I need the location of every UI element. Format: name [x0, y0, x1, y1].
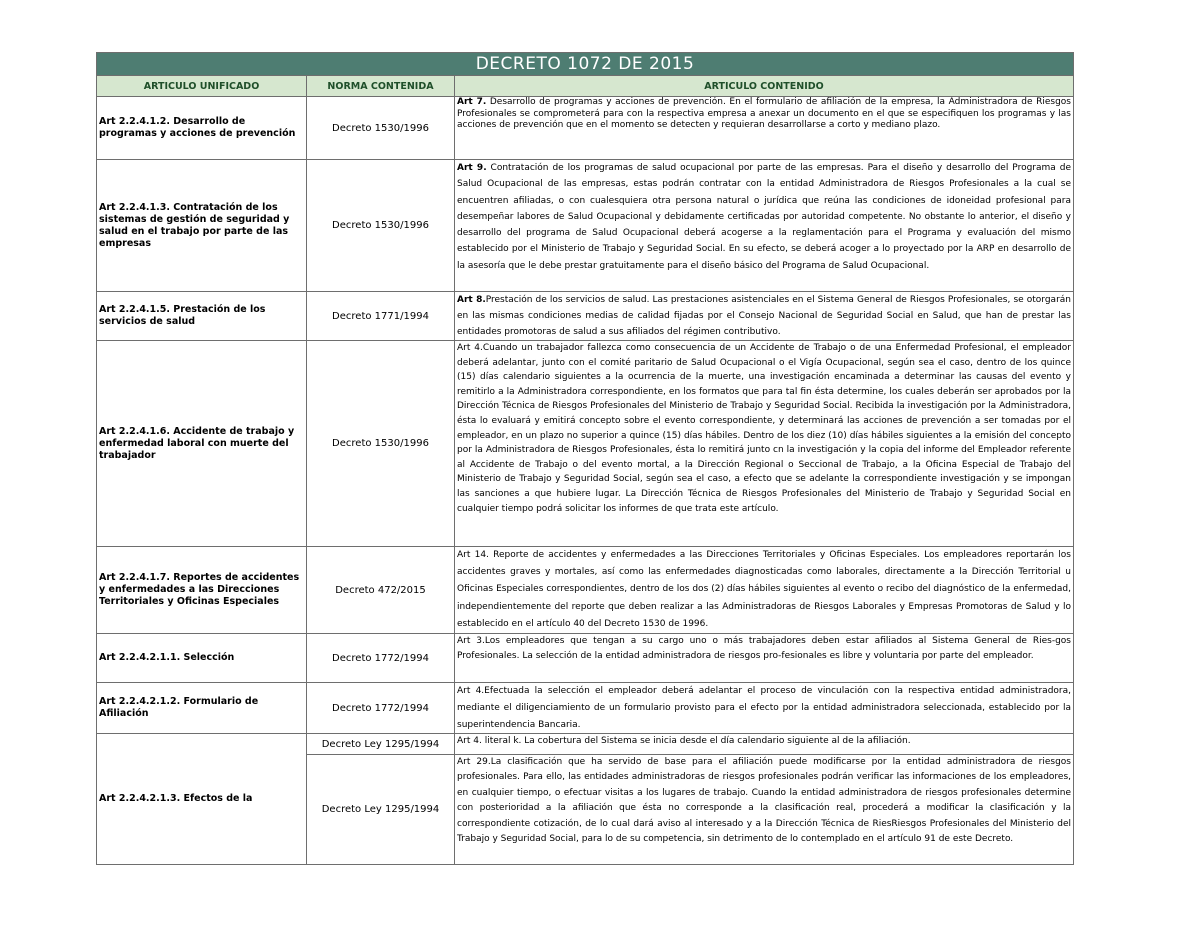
article-text: Art 4.Cuando un trabajador fallezca como consecuencia de un Accidente de Trabajo o de una Enfermedad Profesional, el empleador deberá adelantar, junto con el comité paritario de Salud Ocupacional o el Vigía Ocupacional, según sea el caso, dentro de los quince (15) días calendario siguientes a la ocurrencia de la muerte, una investigación encaminada a determinar las causas del evento y remitirlo a la Administradora correspondiente, en los formatos que para tal fin ésta determine, los cuales deberán ser aprobados por la Dirección Técnica de Riesgos Profesionales del Ministerio de Trabajo y Seguridad Social. Recibida la investigación por la Administradora, ésta lo evaluará y emitirá concepto sobre el evento correspondiente, y determinará las acciones de prevención a ser tomadas por el empleador, en un plazo no superior a quince (15) días hábiles. Dentro de los diez (10) días hábiles siguientes a la emisión del concepto por la Administradora de Riesgos Profesionales, ésta lo remitirá junto cn la investigación y la copia del informe del Empleador referente al Accidente de Trabajo o del evento mortal, a la Dirección Regional o Seccional de Trabajo, a la Oficina Especial de Trabajo del Ministerio de Trabajo y Seguridad Social, según sea el caso, a efecto que se adelante la correspondiente investigación y se impongan las sanciones a que hubiere lugar. La Dirección Técnica de Riesgos Profesionales del Ministerio de Trabajo y Seguridad Social en cualquier tiempo podrá solicitar los informes de que trata este artículo.: [457, 343, 1071, 514]
norma-contenida-cell: Decreto 1771/1994: [307, 292, 455, 341]
article-text: Prestación de los servicios de salud. Las prestaciones asistenciales en el Sistema General de Riesgos Profesionales, se otorgarán en las mismas condiciones medias de calidad fijadas por el Consejo Nacional de Seguridad Social en Salud, que han de prestar las entidades promotoras de salud a sus afiliados del régimen contributivo.: [457, 295, 1071, 337]
norma-contenida-cell: Decreto 1530/1996: [307, 97, 455, 160]
article-text: Art 3.Los empleadores que tengan a su cargo uno o más trabajadores deben estar afiliados al Sistema General de Ries-gos Profesionales. La selección de la entidad administradora de riesgos pro-fesionales es libre y voluntaria por parte del empleador.: [457, 636, 1071, 661]
norma-contenida-cell: Decreto 1530/1996: [307, 341, 455, 547]
article-lead: Art 7.: [457, 97, 487, 107]
article-text: Desarrollo de programas y acciones de prevención. En el formulario de afiliación de la empresa, la Administradora de Riesgos Profesionales se comprometerá para con la respectiva empresa a anexar un documento en el que se especifiquen los programas y las acciones de prevención que en el momento se detecten y requieran desarrollarse a corto y mediano plazo.: [457, 97, 1071, 130]
table-row: [97, 160, 1074, 292]
article-text: Art 14. Reporte de accidentes y enfermedades a las Direcciones Territoriales y Oficinas Especiales. Los empleadores reportarán los accidentes graves y mortales, así como las enfermedades diagnosticadas como laborales, directamente a la Dirección Territorial u Oficinas Especiales correspondientes, dentro de los dos (2) días hábiles siguientes al evento o recibo del diagnóstico de la enfermedad, independientemente del reporte que deben realizar a las Administradoras de Riesgos Laborales y Empresas Promotoras de Salud y lo establecido en el artículo 40 del Decreto 1530 de 1996.: [457, 550, 1071, 629]
norma-contenida-cell: Decreto 1772/1994: [307, 683, 455, 734]
table-row: [97, 97, 1074, 160]
articulo-unificado-cell: Art 2.2.4.1.2. Desarrollo de programas y acciones de prevención: [97, 97, 307, 160]
articulo-unificado-cell: Art 2.2.4.2.1.1. Selección: [97, 634, 307, 683]
table-row: [97, 734, 1074, 755]
article-text: Art 4. literal k. La cobertura del Sistema se inicia desde el día calendario siguiente al de la afiliación.: [457, 736, 911, 746]
table-title: DECRETO 1072 DE 2015: [97, 53, 1074, 76]
table-row: [97, 683, 1074, 734]
articulo-contenido-cell: [455, 341, 1074, 547]
articulo-unificado-cell: Art 2.2.4.1.6. Accidente de trabajo y enfermedad laboral con muerte del trabajador: [97, 341, 307, 547]
articulo-unificado-cell: Art 2.2.4.2.1.3. Efectos de la: [97, 734, 307, 865]
article-text: Art 29.La clasificación que ha servido de base para el afiliación puede modificarse por la entidad administradora de riesgos profesionales. Para ello, las entidades administradoras de riesgos profesionales podrán verificar las informaciones de los empleadores, en cualquier tiempo, o efectuar visitas a los lugares de trabajo. Cuando la entidad administradora de riesgos profesionales determine con posterioridad a la afiliación que ésta no corresponde a la clasificación real, procederá a modificar la clasificación y la correspondiente cotización, de lo cual dará aviso al interesado y a la Dirección Técnica de RiesRiesgos Profesionales del Ministerio del Trabajo y Seguridad Social, para lo de su competencia, sin detrimento de lo contemplado en el artículo 91 de este Decreto.: [457, 757, 1071, 845]
articulo-contenido-cell: [455, 547, 1074, 634]
articulo-contenido-cell: [455, 734, 1074, 755]
norma-contenida-cell: Decreto 1772/1994: [307, 634, 455, 683]
articulo-unificado-cell: Art 2.2.4.1.5. Prestación de los servicios de salud: [97, 292, 307, 341]
articulo-unificado-cell: Art 2.2.4.1.7. Reportes de accidentes y enfermedades a las Direcciones Territoriales y Oficinas Especiales: [97, 547, 307, 634]
norma-contenida-cell: Decreto 472/2015: [307, 547, 455, 634]
table-row: [97, 634, 1074, 683]
norma-contenida-cell: Decreto 1530/1996: [307, 160, 455, 292]
norma-contenida-cell: Decreto Ley 1295/1994: [307, 734, 455, 755]
header-norma-contenida: NORMA CONTENIDA: [307, 76, 455, 97]
table-row: [97, 292, 1074, 341]
norma-contenida-cell: Decreto Ley 1295/1994: [307, 755, 455, 865]
articulo-unificado-cell: Art 2.2.4.1.3. Contratación de los sistemas de gestión de seguridad y salud en el trabajo por parte de las empresas: [97, 160, 307, 292]
articulo-contenido-cell: [455, 292, 1074, 341]
articulo-contenido-cell: [455, 683, 1074, 734]
articulo-contenido-cell: [455, 160, 1074, 292]
articulo-unificado-cell: Art 2.2.4.2.1.2. Formulario de Afiliación: [97, 683, 307, 734]
articulo-contenido-cell: [455, 755, 1074, 865]
header-articulo-contenido: ARTICULO CONTENIDO: [455, 76, 1074, 97]
header-articulo-unificado: ARTICULO UNIFICADO: [97, 76, 307, 97]
articulo-contenido-cell: [455, 634, 1074, 683]
article-lead: Art 8.: [457, 295, 486, 305]
article-lead: Art 9.: [457, 163, 487, 173]
articulo-contenido-cell: [455, 97, 1074, 160]
article-text: Art 4.Efectuada la selección el empleador deberá adelantar el proceso de vinculación con la respectiva entidad administradora, mediante el diligenciamiento de un formulario provisto para el efecto por la entidad administradora seleccionada, establecido por la superintendencia Bancaria.: [457, 686, 1071, 730]
article-text: Contratación de los programas de salud ocupacional por parte de las empresas. Para el diseño y desarrollo del Programa de Salud Ocupacional de las empresas, estas podrán contratar con la entidad Administradora de Riesgos Profesionales a la cual se encuentren afiliadas, o con cualesquiera otra persona natural o jurídica que reúna las condiciones de idoneidad profesional para desempeñar labores de Salud Ocupacional y debidamente certificadas por autoridad competente. No obstante lo anterior, el diseño y desarrollo del programa de Salud Ocupacional deberá acogerse a la reglamentación para el Programa y evaluación del mismo establecido por el Ministerio de Trabajo y Seguridad Social. En su efecto, se deberá acoger a lo proyectado por la ARP en desarrollo de la asesoría que le debe prestar gratuitamente para el diseño básico del Programa de Salud Ocupacional.: [457, 163, 1071, 271]
table-row: [97, 341, 1074, 547]
table-row: [97, 547, 1074, 634]
decree-table: [96, 52, 1074, 865]
